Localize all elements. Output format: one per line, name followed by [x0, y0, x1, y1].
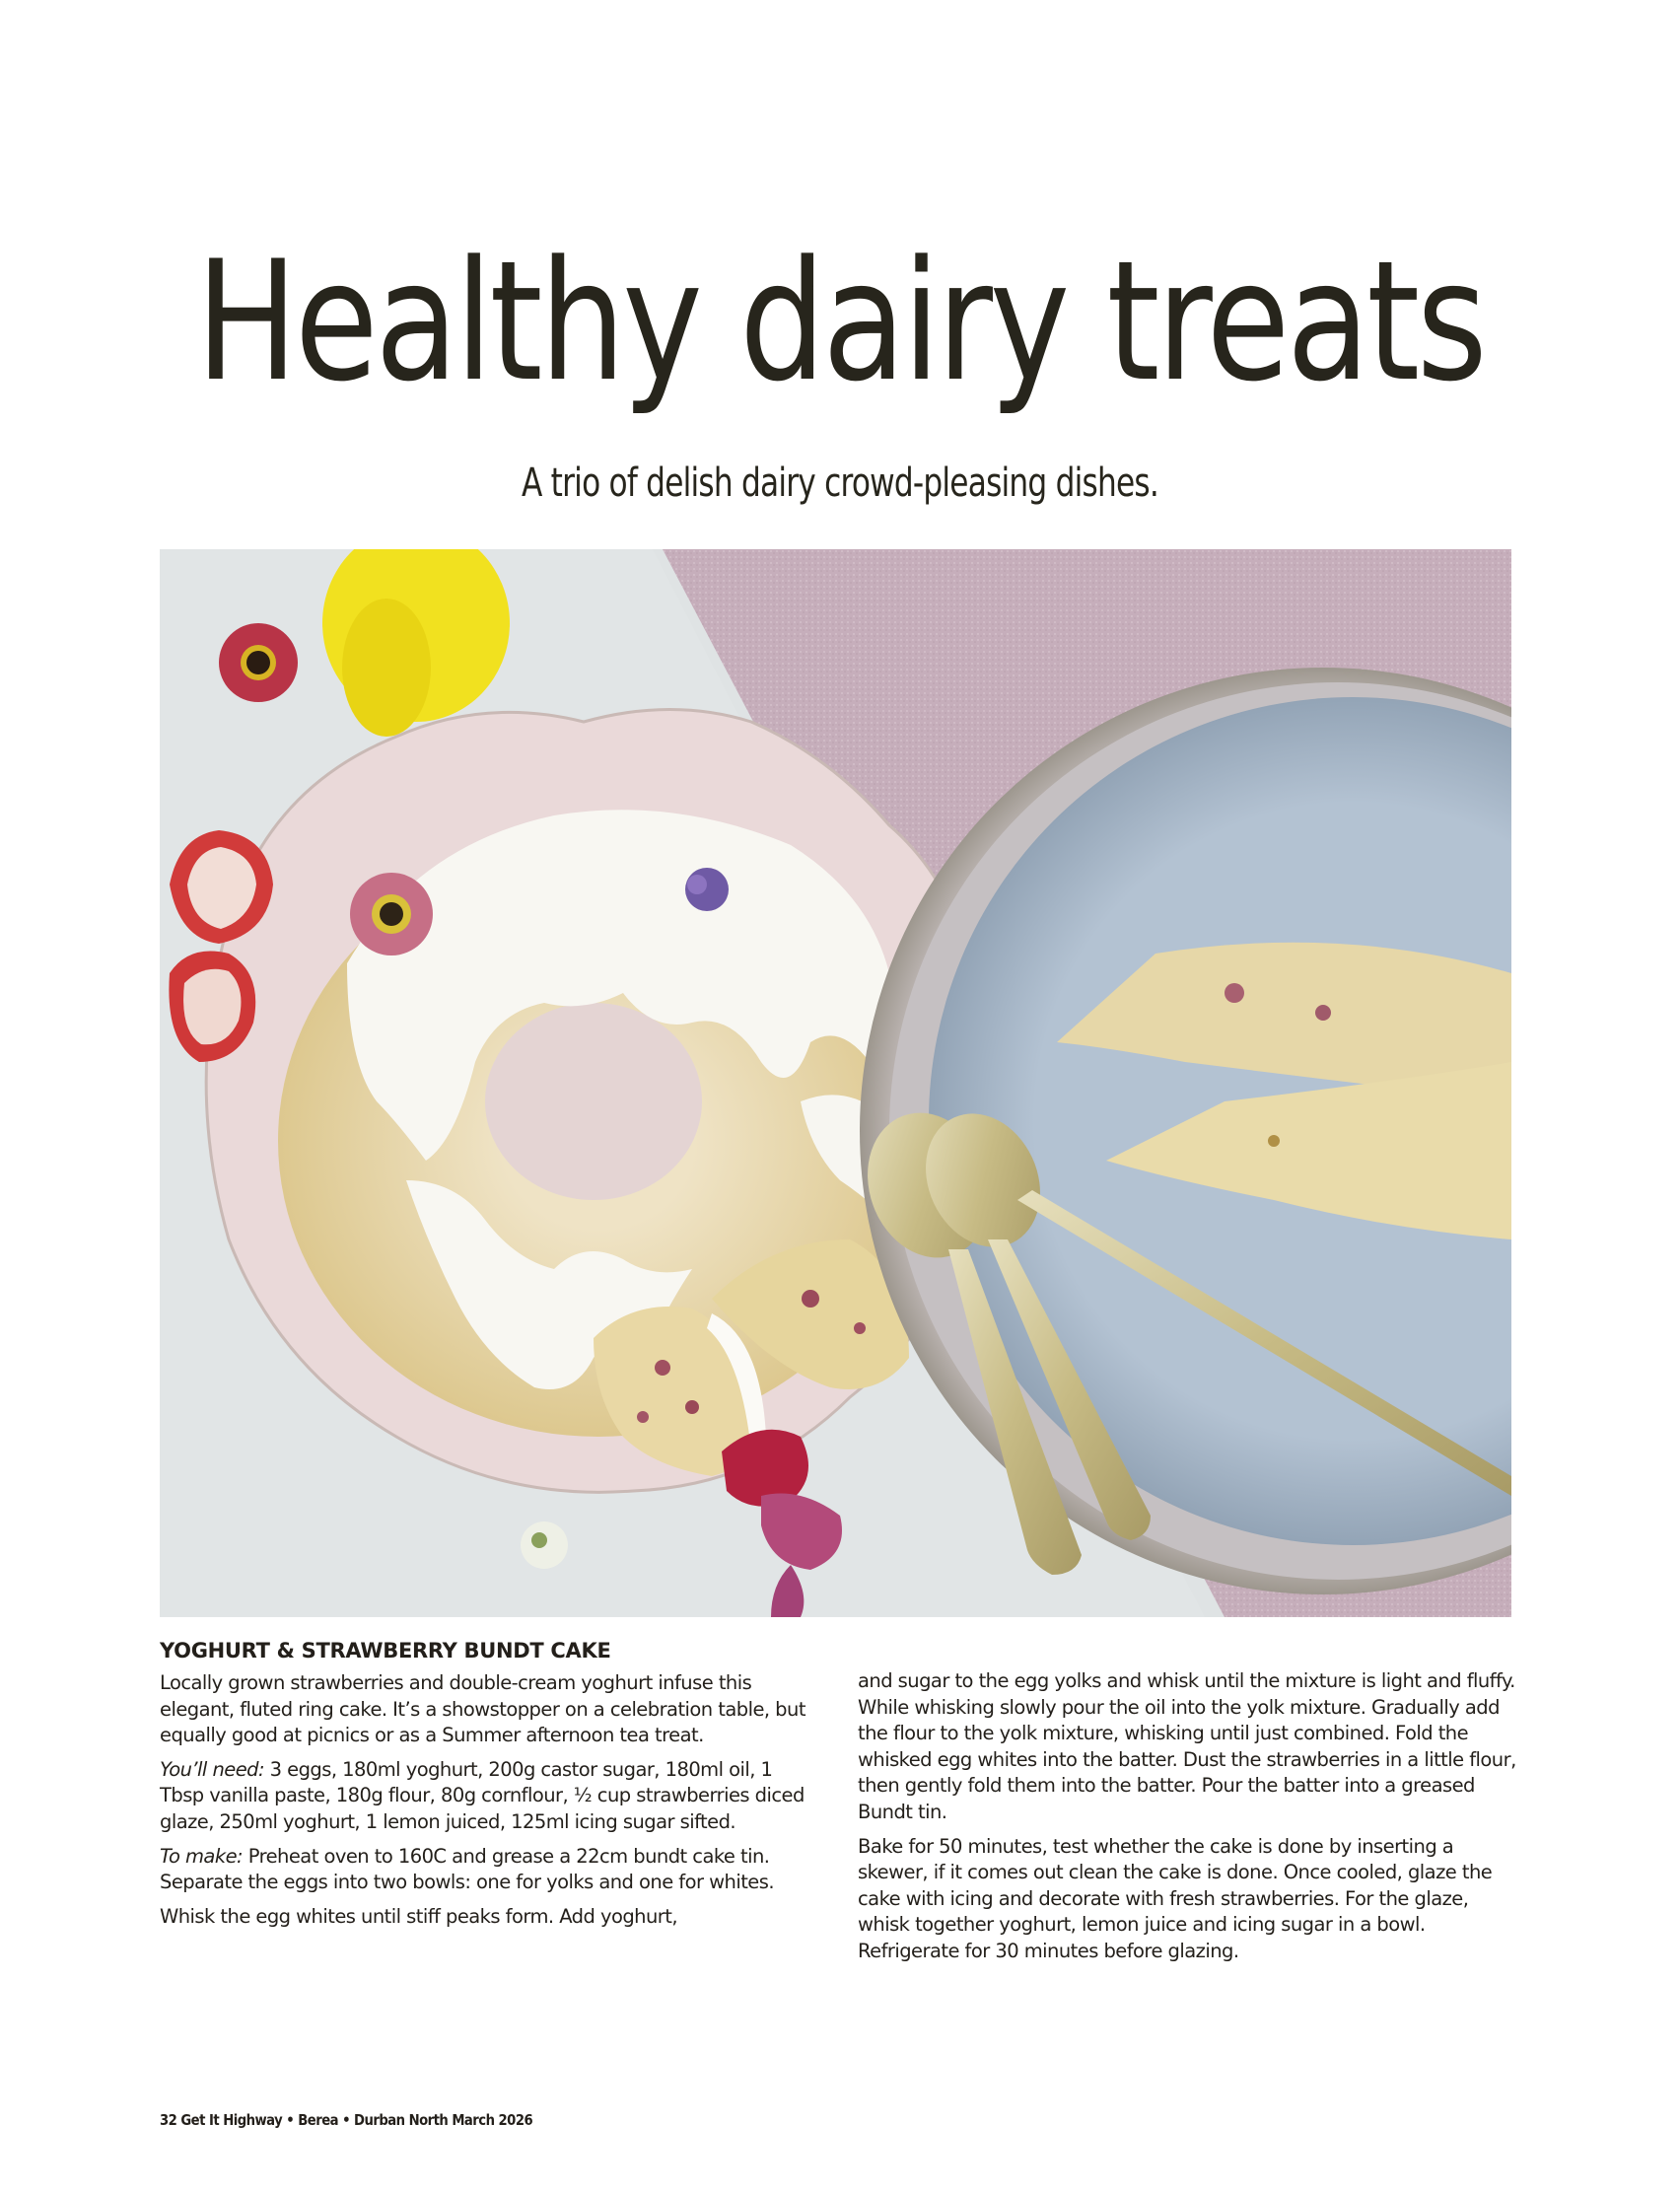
ingredients-label: You’ll need:: [160, 1757, 264, 1781]
recipe-ingredients: [160, 1757, 810, 1836]
page-footer: 32 Get It Highway • Berea • Durban North March 2026: [160, 2111, 533, 2129]
ingredients-text: 3 eggs, 180ml yoghurt, 200g castor sugar, 180ml oil, 1 Tbsp vanilla paste, 180g flour, 80g cornflour, ½ cup strawberries diced glaze, 250ml yoghurt, 1 lemon juiced, 125ml icing sugar sifted.: [160, 1757, 805, 1833]
recipe-column-left: [160, 1670, 810, 1938]
method-label: To make:: [160, 1844, 244, 1868]
recipe-intro: Locally grown strawberries and double-cream yoghurt infuse this elegant, fluted ring cake. It’s a showstopper on a celebration table, but equally good at picnics or as a Summer afternoon tea treat.: [160, 1671, 805, 1747]
recipe-method-step-3: Bake for 50 minutes, test whether the cake is done by inserting a skewer, if it comes out clean the cake is done. Once cooled, glaze the cake with icing and decorate with fresh strawberries. For the glaze, whisk together yoghurt, lemon juice and icing sugar in a bowl. Refrigerate for 30 minutes before glazing.: [858, 1834, 1493, 1962]
recipe-method-step-2-start: Whisk the egg whites until stiff peaks form. Add yoghurt,: [160, 1904, 678, 1928]
purple-flower: [685, 868, 729, 911]
pink-daisy-on-cake: [350, 873, 433, 955]
recipe-title: YOGHURT & STRAWBERRY BUNDT CAKE: [160, 1639, 611, 1662]
subheadline: A trio of delish dairy crowd-pleasing dishes.: [521, 460, 1159, 506]
white-alyssum: [521, 1521, 568, 1569]
hero-photo: [160, 549, 1511, 1617]
recipe-method-step-1: [160, 1844, 810, 1896]
red-daisy-top: [219, 623, 298, 702]
method-step-1-text: Preheat oven to 160C and grease a 22cm bundt cake tin. Separate the eggs into two bowls: one for yolks and one for whites.: [160, 1844, 774, 1894]
page-title: Healthy dairy treats: [195, 225, 1485, 418]
recipe-method-step-2-end: and sugar to the egg yolks and whisk until the mixture is light and fluffy. While whisking slowly pour the oil into the yolk mixture. Gradually add the flour to the yolk mixture, whisking until just combined. Fold the whisked egg whites into the batter. Dust the strawberries in a little flour, then gently fold them into the batter. Pour the batter into a greased Bundt tin.: [858, 1669, 1516, 1823]
recipe-column-right: [858, 1668, 1518, 1973]
